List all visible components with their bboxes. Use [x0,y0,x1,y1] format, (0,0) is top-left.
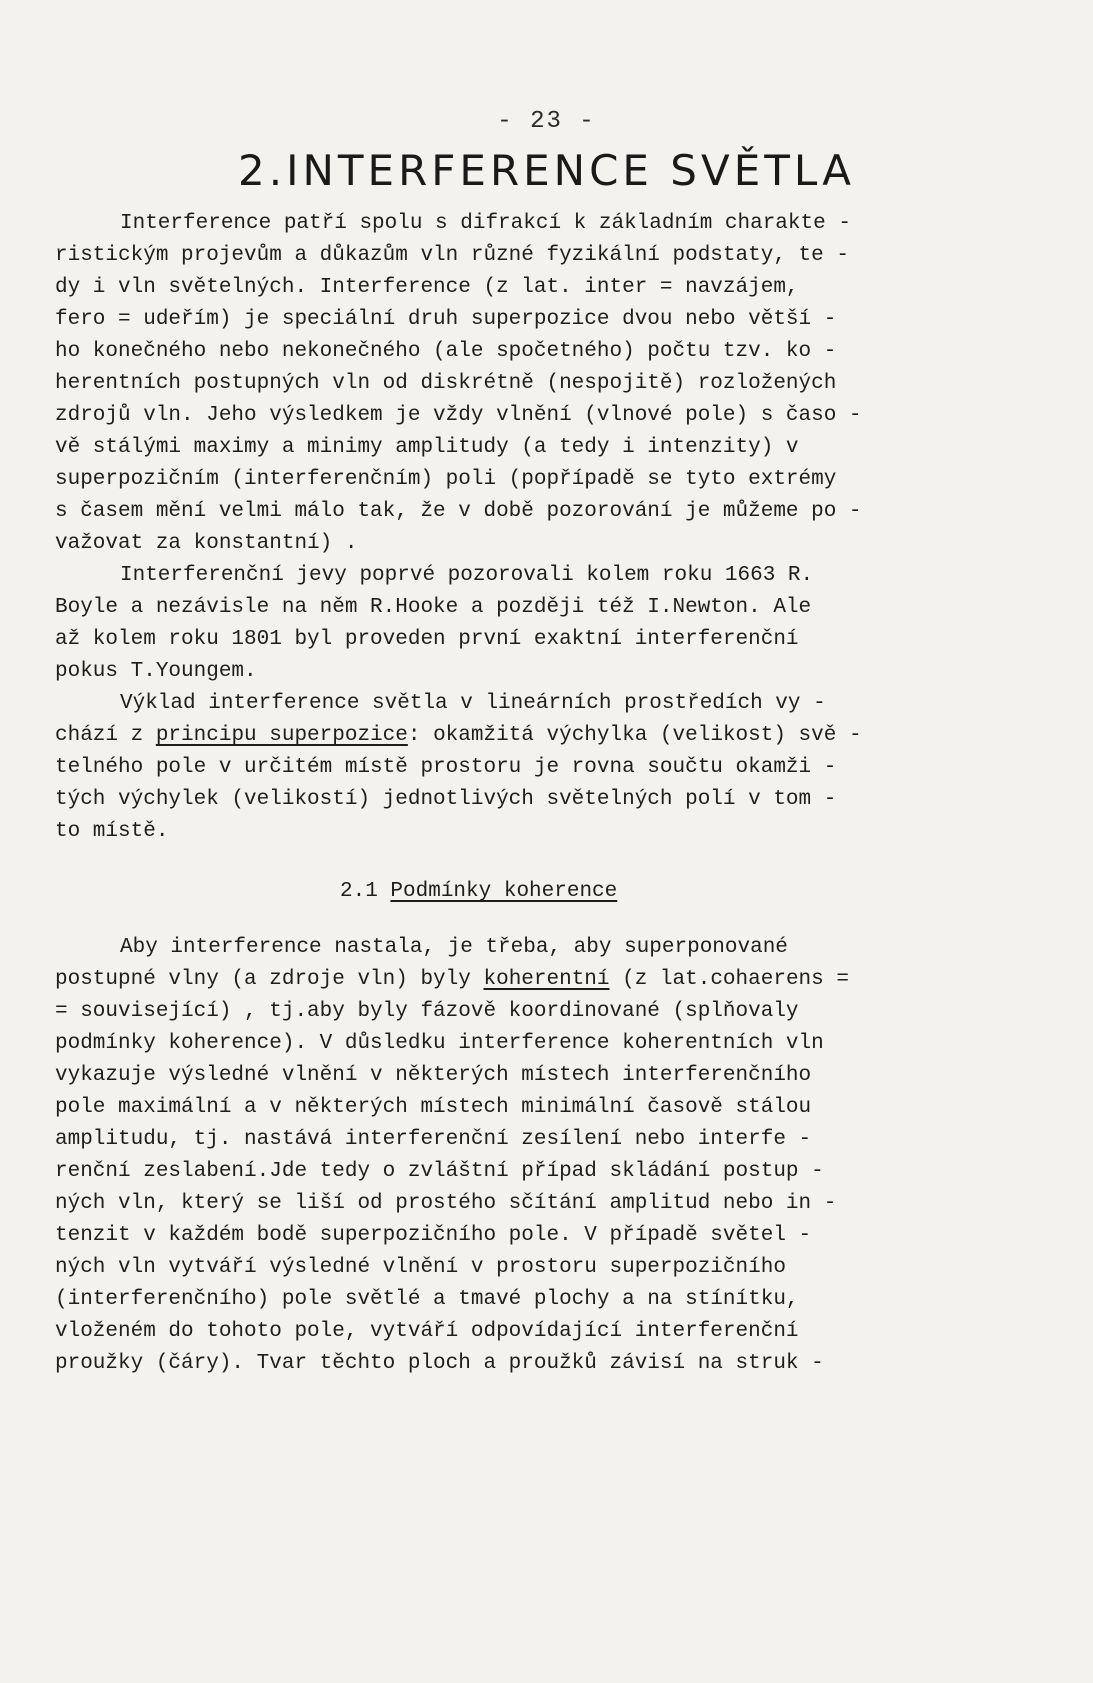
section-number: 2.1 [340,880,378,903]
text-line: herentních postupných vln od diskrétně (nespojitě) rozložených [55,372,837,395]
text-line: s časem mění velmi málo tak, že v době pozorování je můžeme po - [55,500,862,523]
text-line: dy i vln světelných. Interference (z lat. inter = navzájem, [55,276,799,299]
text-line: to místě. [55,820,169,843]
text-line: važovat za konstantní) . [55,532,358,555]
text-fragment: : okamžitá výchylka (velikost) svě - [407,724,862,747]
text-line: vykazuje výsledné vlnění v některých místech interferenčního [55,1064,812,1087]
text-fragment: postupné vlny (a zdroje vln) byly [55,968,484,991]
text-line: tých výchylek (velikostí) jednotlivých světelných polí v tom - [55,788,837,811]
text-line: Boyle a nezávisle na něm R.Hooke a později též I.Newton. Ale [55,596,812,619]
text-line: až kolem roku 1801 byl proveden první exaktní interferenční [55,628,799,651]
text-line: = související) , tj.aby byly fázově koordinované (splňovaly [55,1000,799,1023]
text-line: amplitudu, tj. nastává interferenční zesílení nebo interfe - [55,1128,812,1151]
text-line: Aby interference nastala, je třeba, aby superponované [120,936,788,959]
text-line: superpozičním (interferenčním) poli (popřípadě se tyto extrémy [55,468,837,491]
text-line: ristickým projevům a důkazům vln různé fyzikální podstaty, te - [55,244,849,267]
text-line: Interferenční jevy poprvé pozorovali kolem roku 1663 R. [120,564,814,587]
page-number: - 23 - [497,108,596,135]
text-line: pole maximální a v některých místech minimální časově stálou [55,1096,812,1119]
text-line: pokus T.Youngem. [55,660,257,683]
text-line: proužky (čáry). Tvar těchto ploch a proužků závisí na struk - [55,1352,824,1375]
section-title: Podmínky koherence [390,880,618,903]
text-line: vloženém do tohoto pole, vytváří odpovídající interferenční [55,1320,799,1343]
underlined-term-superposition-principle: principu superpozice [155,724,408,747]
text-line [55,724,862,747]
text-fragment: chází z [55,724,156,747]
text-line: telného pole v určitém místě prostoru je rovna součtu okamži - [55,756,837,779]
text-line: fero = udeřím) je speciální druh superpozice dvou nebo větší - [55,308,837,331]
text-line: ných vln vytváří výsledné vlnění v prostoru superpozičního [55,1256,786,1279]
text-line: (interferenčního) pole světlé a tmavé plochy a na stínítku, [55,1288,799,1311]
text-line: vě stálými maximy a minimy amplitudy (a tedy i intenzity) v [55,436,799,459]
text-line: podmínky koherence). V důsledku interference koherentních vln [55,1032,824,1055]
text-line [55,968,849,991]
text-line: zdrojů vln. Jeho výsledkem je vždy vlnění (vlnové pole) s časo - [55,404,862,427]
text-line: Interference patří spolu s difrakcí k základním charakte - [120,212,851,235]
section-heading [340,880,617,903]
chapter-title: 2.INTERFERENCE SVĚTLA [238,146,855,195]
text-line: tenzit v každém bodě superpozičního pole. V případě světel - [55,1224,812,1247]
text-line: ných vln, který se liší od prostého sčítání amplitud nebo in - [55,1192,837,1215]
text-line: Výklad interference světla v lineárních prostředích vy - [120,692,826,715]
text-fragment: (z lat.cohaerens = [609,968,849,991]
underlined-term-coherent: koherentní [483,968,610,991]
text-line: renční zeslabení.Jde tedy o zvláštní případ skládání postup - [55,1160,824,1183]
text-line: ho konečného nebo nekonečného (ale spočetného) počtu tzv. ko - [55,340,837,363]
